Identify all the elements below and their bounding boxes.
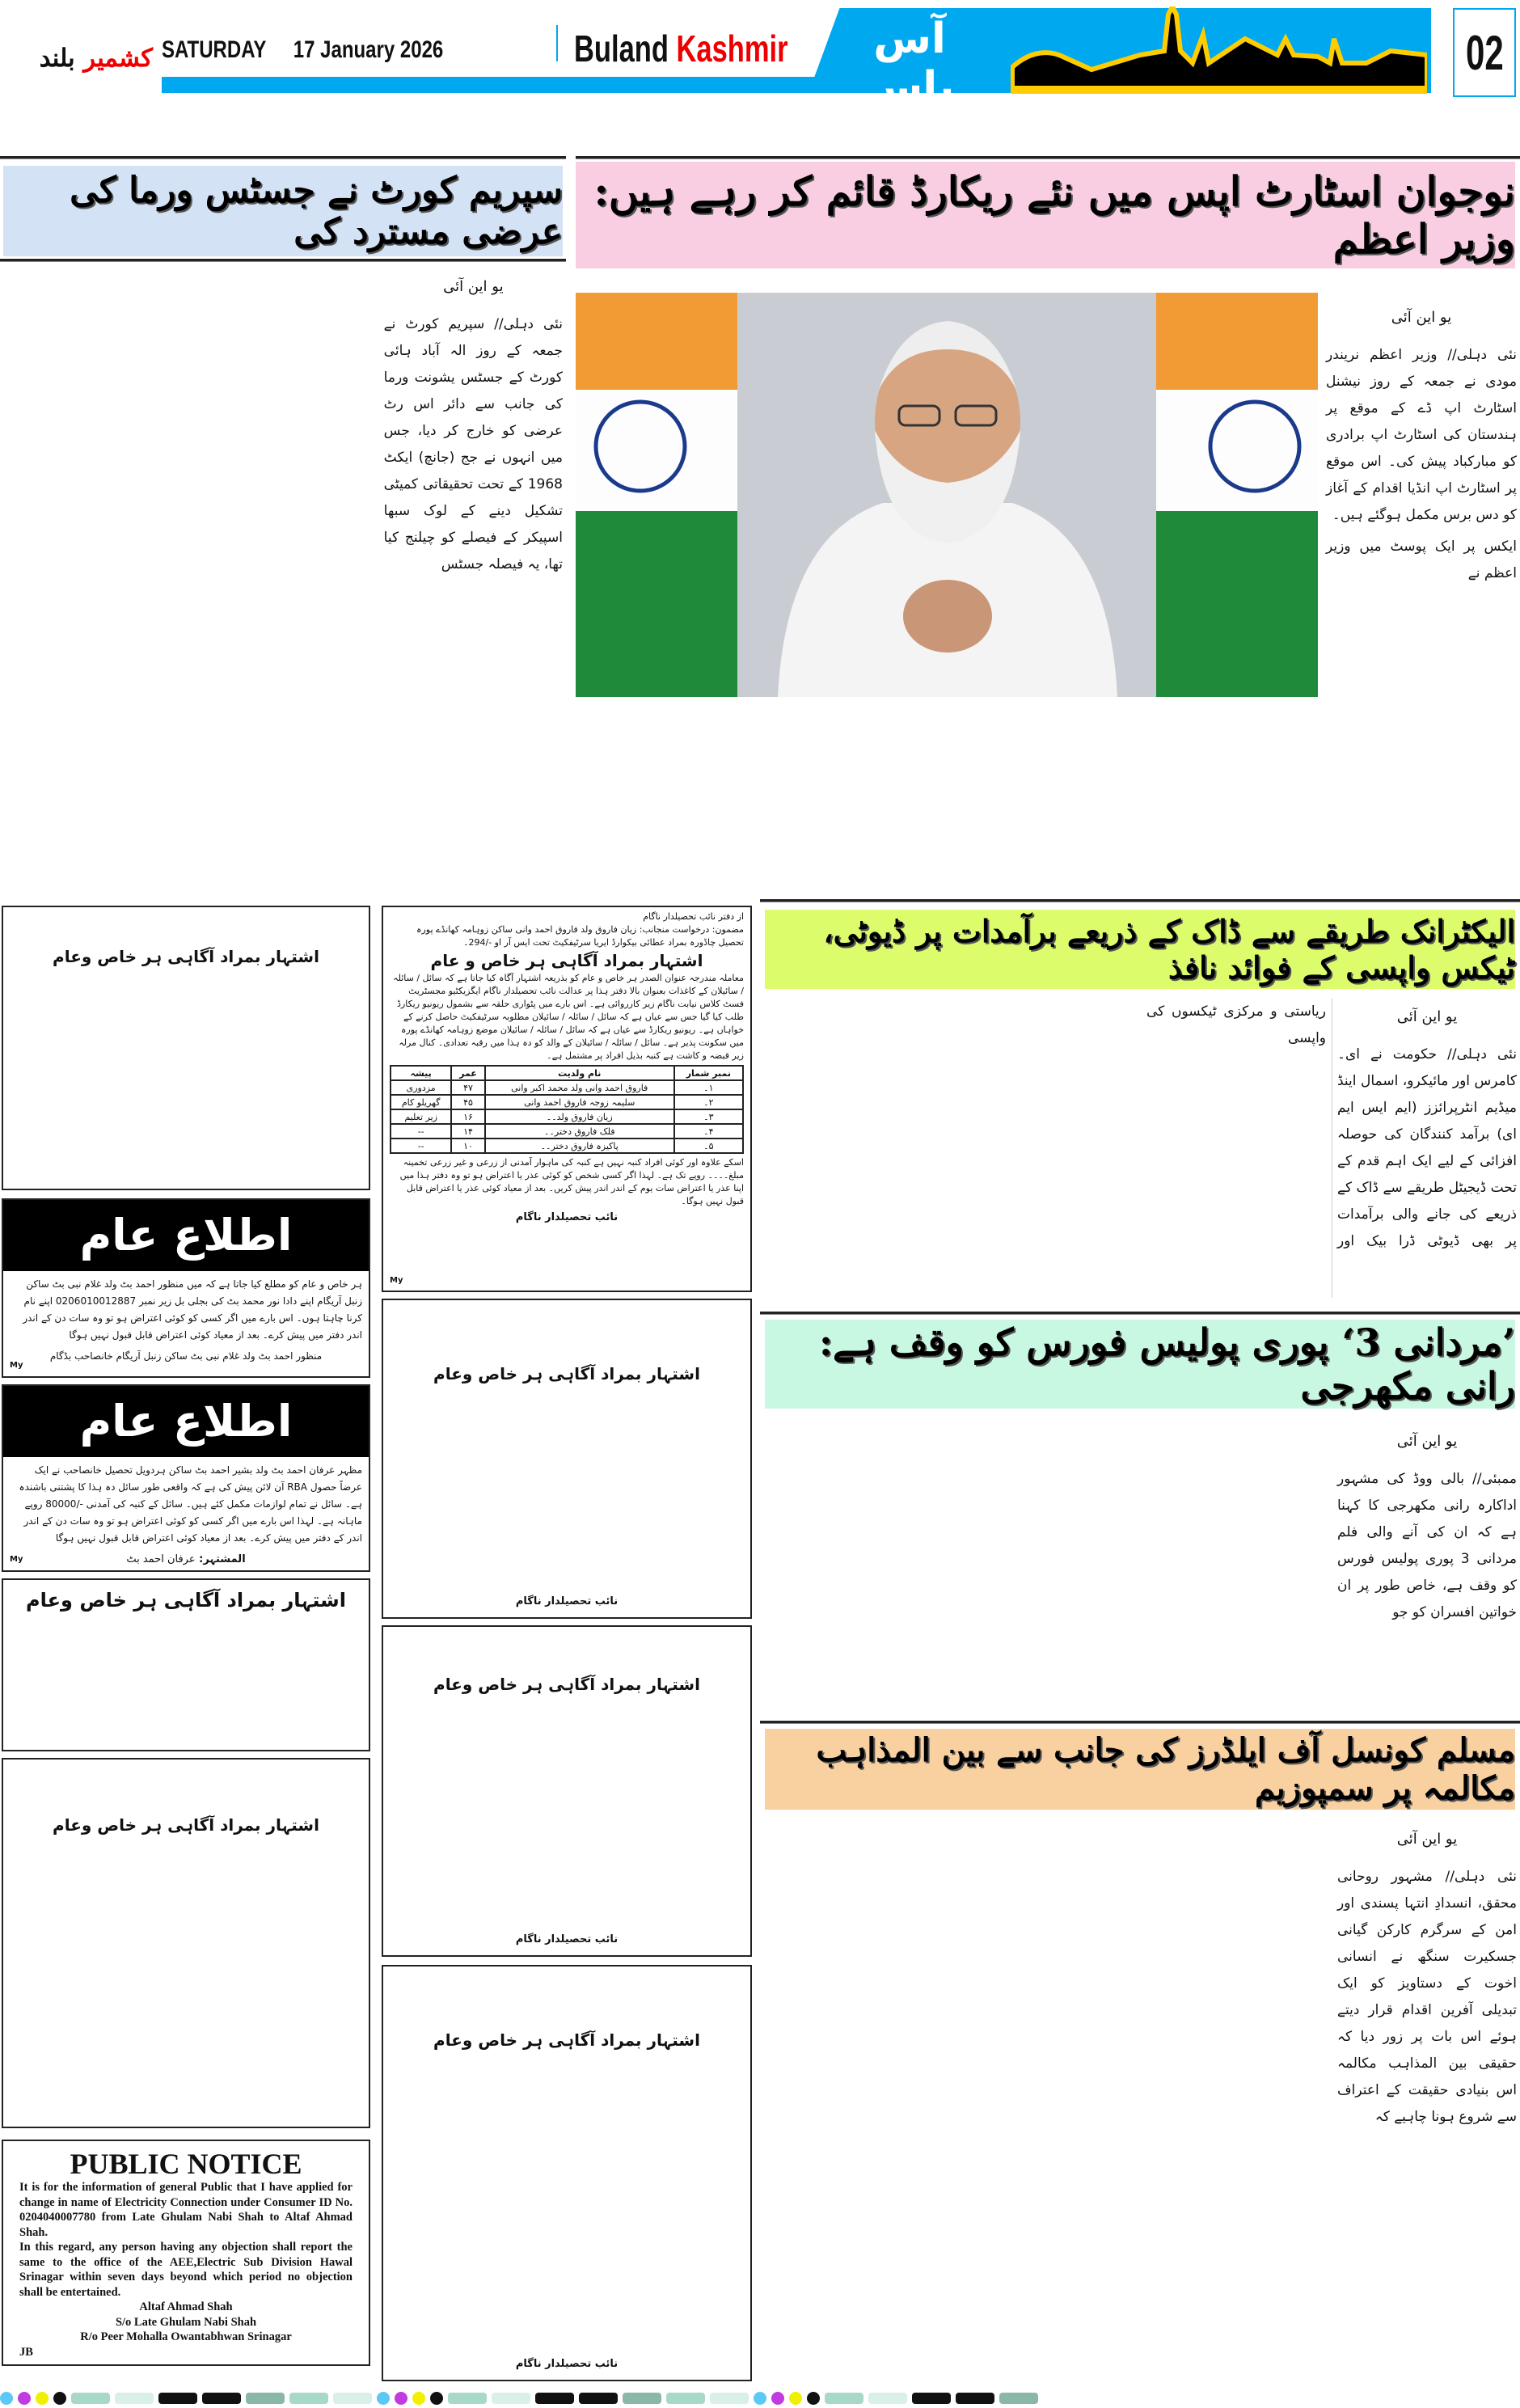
public-notice-parent: S/o Late Ghulam Nabi Shah [115,2315,257,2329]
classified-ad-nagam [382,906,752,1292]
table-cell: ۱۔ [674,1080,743,1095]
ad-office: از دفتر نائب تحصیلدار ناگام [643,911,744,922]
table-cell: ۵۔ [674,1139,743,1153]
header-blue-bar [162,77,873,93]
ad-title: اطلاع عام [3,1200,369,1271]
page-number: 02 [1465,25,1504,80]
ad-heading: اشتہار بمراد آگاہی ہر خاص وعام [433,1675,700,1694]
skyline-icon [1011,6,1427,94]
classified-ad [2,1578,370,1751]
article-body-exports [765,999,1517,1298]
section-rule [0,156,566,159]
article-headline-exports: الیکٹرانک طریقے سے ڈاک کے ذریعے برآمدات پر ڈیوٹی، ٹیکس واپسی کے فوائد نافذ [765,910,1515,989]
table-row [391,1124,743,1139]
ad-footer: اسکے علاوہ اور کوئی افراد کنبہ نہیں ہے کنبہ کی ماہوار آمدنی از زرعی و غیر زرعی تخمینہ مبلغ۔۔۔۔ روپے تک ہے۔ لہذا اگر کسی شخص کو کوئی عذر یا اعتراض ہو تو وہ دفتر ہذا میں اپنا عذر یا اعتراض سات یوم کے اندر اندر پیش کریں۔ بعد از معیاد کوئی عذر یا اعتراض قابل قبول نہیں ہوگا۔ [399,1157,744,1206]
article-headline-supreme-court: سپریم کورٹ نے جسٹس ورما کی عرضی مسترد کی [3,166,563,256]
article-dateline: یو این آئی [1396,1008,1458,1025]
ad-title: اطلاع عام [3,1386,369,1457]
table-cell: ۱۴ [451,1124,484,1139]
section-rule [760,1312,1520,1315]
article-body-pm-side [1326,299,1517,881]
table-cell: پاکیزہ فاروق دختر۔۔ [485,1139,674,1153]
classified-ad [382,1299,752,1619]
classified-ad [2,1758,370,2128]
article-dateline: یو این آئی [1396,1433,1458,1450]
table-cell: فاروق احمد وانی ولد محمد اکبر وانی [485,1080,674,1095]
classified-ad [382,1625,752,1957]
ad-signoff-label: المشتہر: [199,1553,246,1565]
section-rule [576,156,1520,159]
ad-heading: اشتہار بمراد آگاہی ہر خاص وعام [53,1815,319,1835]
ad-heading: اشتہار بمراد آگاہی ہر خاص وعام [433,1364,700,1384]
section-rule [760,899,1520,902]
classified-ad [382,1965,752,2381]
public-notice-title: PUBLIC NOTICE [70,2148,302,2180]
article-dateline: یو این آئی [1391,309,1452,326]
section-rule [760,1721,1520,1724]
public-notice-ad-2 [2,1384,370,1572]
table-cell: ۱۶ [451,1109,484,1124]
public-notice-code: JB [19,2345,33,2359]
article-paragraph: ایکس پر ایک پوسٹ میں وزیر اعظم نے [1326,539,1517,581]
article-paragraph: نئی دہلی// وزیر اعظم نریندر مودی نے جمعہ کے روز نیشنل اسٹارٹ اپ ڈے کے موقع پر ہندستان کی اسٹارٹ اپ برادری کو مبارکباد پیش کی۔ اس موقع پر اسٹارٹ اپ انڈیا اقدام کے آغاز کو دس برس مکمل ہوگئے ہیں۔ [1326,347,1517,523]
table-header: نام ولدیت [485,1066,674,1080]
article-dateline: یو این آئی [443,278,504,295]
public-notice-para-2: In this regard, any person having any objection shall report the same to the office of the AEE,Electric Sub Division Hawal Srinagar within seven days beyond which period no objection shall be entertained. [19,2241,353,2299]
table-cell: فلک فاروق دختر۔۔ [485,1124,674,1139]
brand-part-1: Buland [574,27,669,70]
article-paragraph: نئی دہلی// سپریم کورٹ نے جمعہ کے روز الہ آباد ہائی کورٹ کے جسٹس یشونت ورما کی جانب سے دائر اس رٹ عرضی کو خارج کر دیا، جس میں انہوں نے جج (جانچ) ایکٹ 1968 کے تحت تحقیقاتی کمیٹی تشکیل دینے کے لوک سبھا اسپیکر کے فیصلے کو چیلنج کیا تھا، یہ فیصلہ جسٹس [383,316,563,572]
table-cell: ۱۰ [451,1139,484,1153]
table-header: نمبر شمار [674,1066,743,1080]
pm-photo [576,293,1318,697]
public-notice-ad-1 [2,1198,370,1378]
table-row [391,1139,743,1153]
article-headline-rani: ’مردانی 3‘ پوری پولیس فورس کو وقف ہے: رانی مکھرجی [765,1320,1515,1409]
table-cell: گھریلو کام [391,1095,451,1109]
ad-heading: اشتہار بمراد آگاہی ہر خاص و عام [430,951,703,970]
brand-part-2: Kashmir [676,27,788,70]
ad-signoff: عرفان احمد بٹ [126,1553,196,1565]
article-body-elders [765,1821,1517,2387]
public-notice-residence: R/o Peer Mohalla Owantabhwan Srinagar [80,2330,292,2343]
article-headline-elders: مسلم کونسل آف ایلڈرز کی جانب سے بین المذاہب مکالمہ پر سمپوزیم [765,1729,1515,1810]
ad-code: My [10,1555,23,1564]
ad-heading: اشتہار بمراد آگاہی ہر خاص وعام [26,1589,346,1612]
public-notice-name: Altaf Ahmad Shah [139,2300,233,2313]
issue-day: SATURDAY [162,36,266,63]
table-row [391,1080,743,1095]
article-body-rani [765,1423,1517,1690]
ad-code: My [10,1361,23,1370]
article-headline-pm: نوجوان اسٹارٹ اپس میں نئے ریکارڈ قائم کر رہے ہیں: وزیر اعظم [576,162,1515,268]
ad-subject: مضمون: درخواست منجانب: زیان فاروق ولد فاروق احمد وانی ساکن زوہامہ کھانڈے پورہ تحصیل چاڈورہ بمراد عطائی بیکوارڈ ایریا سرٹیفکیٹ تحت ایس آر او -/294۔ [416,924,744,948]
table-cell: مزدوری [391,1080,451,1095]
ad-code: My [390,1276,403,1285]
ad-body: ہر خاص و عام کو مطلع کیا جاتا ہے کہ میں منظور احمد بٹ ولد غلام نبی بٹ ساکن زنبل آریگام اپنے دادا نور محمد بٹ کی بجلی بل زیر نمبر 0206010012887 اپنے نام کرنا چاہتا ہوں۔ اس بارے میں اگر کسی کو کوئی اعتراض ہو تو وہ سات دن کے اندر اندر دفتر میں پیش کرے۔ بعد از معیاد کوئی اعتراض قابل قبول نہیں ہوگا [23,1278,362,1341]
table-header: پیشہ [391,1066,451,1080]
article-body-supreme-court [3,268,563,875]
issue-date: 17 January 2026 [293,36,444,63]
table-cell: زیر تعلیم [391,1109,451,1124]
table-cell: ۲۔ [674,1095,743,1109]
public-notice-english [2,2140,370,2366]
table-header: عمر [451,1066,484,1080]
table-cell: سلیمہ زوجہ فاروق احمد وانی [485,1095,674,1109]
article-paragraph: نئی دہلی// حکومت نے ای۔کامرس اور مائیکرو، اسمال اینڈ میڈیم انٹرپرائزز (ایم ایس ایم ای) برآمد کنندگان کی حوصلہ افزائی کے لیے ایک اہم قدم کے تحت ڈیجیٹل طریقے سے ڈاک کے ذریعے کی جانے والی برآمدات پر بھی ڈیوٹی ڈرا بیک اور ریاستی و مرکزی ٹیکسوں کی واپسی [1146,1003,1517,1249]
ad-body: مظہر عرفان احمد بٹ ولد بشیر احمد بٹ ساکن ہردویل تحصیل خانصاحب نے ایک عرضاً حصول RBA آن لائن پیش کی ہے کہ واقعی طور سائل دہ ہذا کا پشتنی باشندہ ہے۔ سائل نے تمام لوازمات مکمل کئے ہیں۔ سائل کے کنبہ کی آمدنی -/80000 روپے ماہانہ ہے۔ لہذا اس بارے میں اگر کسی کو کوئی اعتراض ہو تو وہ سات دن کے اندر اندر کے دفتر میں پیش کرے۔ بعد از معیاد کوئی اعتراض قابل قبول نہیں ہوگا [19,1464,362,1544]
article-body-pm-continued [576,703,1318,873]
ad-heading: اشتہار بمراد آگاہی ہر خاص وعام [433,2030,700,2050]
table-cell: ۳۔ [674,1109,743,1124]
section-rule [0,259,566,262]
brand-name [574,27,788,70]
classified-ad [2,906,370,1190]
section-title: آس پاس [864,15,955,112]
issue-dateline [162,36,443,64]
article-paragraph: ممبئی// بالی ووڈ کی مشہور اداکارہ رانی مکھرجی کا کہنا ہے کہ ان کی آنے والی فلم مردانی 3 پوری پولیس فورس کو وقف ہے، خاص طور پر ان خواتین افسران کو جو [1337,1471,1517,1620]
table-cell: ۴۔ [674,1124,743,1139]
family-table [390,1065,744,1154]
public-notice-para-1: It is for the information of general Public that I have applied for change in name of Electricity Connection under Consumer ID No. 0204040007780 from Late Ghulam Nabi Shah to Altaf Ahmad Shah. [19,2181,353,2239]
table-cell: زیان فاروق ولد۔۔ [485,1109,674,1124]
ad-signoff: نائب تحصیلدار ناگام [515,1595,619,1607]
ad-body: معاملہ مندرجہ عنوان الصدر ہر خاص و عام کو بذریعہ اشتہار آگاہ کیا جاتا ہے کہ سائل / سائلہ / سائیلان کے کاغذات بعنوان بالا دفتر ہذا پر عدالت نائب تحصیلدار ناگام ایگزیکٹیو مجسٹریٹ فسٹ کلاس نیابت ناگام زیر کارروائی ہے۔ اس بارے میں پٹواری حلقہ سے بشمول ریونیو ریکارڈ طلب کیا گیا جس سے عیاں ہے کہ سائل / سائلہ / سائیلان مطلوبہ سرٹیفکیٹ حاصل کرنے کے خواہاں ہے۔ ریونیو ریکارڈ سے عیاں ہے کہ سائل / سائلہ / سائیلان موضع زوہامہ کھانڈے پورہ میں سکونت پذیر ہے۔ سائل / سائلہ / سائیلان کے والد کو دہ ہذا میں رقبہ تعدادی۔ کنال مرلہ زیر قبضہ و کاشت ہے کنبہ بذیل افراد پر مشتمل ہے۔ [393,973,744,1061]
print-registration-bar [0,2392,1520,2405]
ad-signoff: نائب تحصیلدار ناگام [515,1933,619,1945]
table-row [391,1109,743,1124]
article-paragraph: نئی دہلی// مشہور روحانی محقق، انسدادِ انتہا پسندی اور امن کے سرگرم کارکن گیانی جسکیرت سنگھ نے انسانی اخوت کے دستاویز کو ایک تبدیلی آفرین اقدام قرار دیتے ہوئے اس بات پر زور دیا کہ حقیقی بین المذاہب مکالمہ اس بنیادی حقیقت کے اعتراف سے شروع ہونا چاہیے کہ [1337,1869,1517,2125]
table-row [391,1095,743,1109]
page-number-box [1453,8,1516,97]
table-cell: ۴۷ [451,1080,484,1095]
header-divider [556,25,558,61]
table-cell: -- [391,1139,451,1153]
ad-heading: اشتہار بمراد آگاہی ہر خاص وعام [53,947,319,966]
table-cell: ۴۵ [451,1095,484,1109]
ad-signoff: منظور احمد بٹ ولد غلام نبی بٹ ساکن زنبل آریگام خانصاحب بڈگام [49,1350,323,1362]
newspaper-logo: کشمیر بلند [39,44,153,74]
table-cell: -- [391,1124,451,1139]
ad-signoff: نائب تحصیلدار ناگام [515,1211,619,1223]
ad-signoff: نائب تحصیلدار ناگام [515,2358,619,2370]
article-dateline: یو این آئی [1396,1831,1458,1848]
